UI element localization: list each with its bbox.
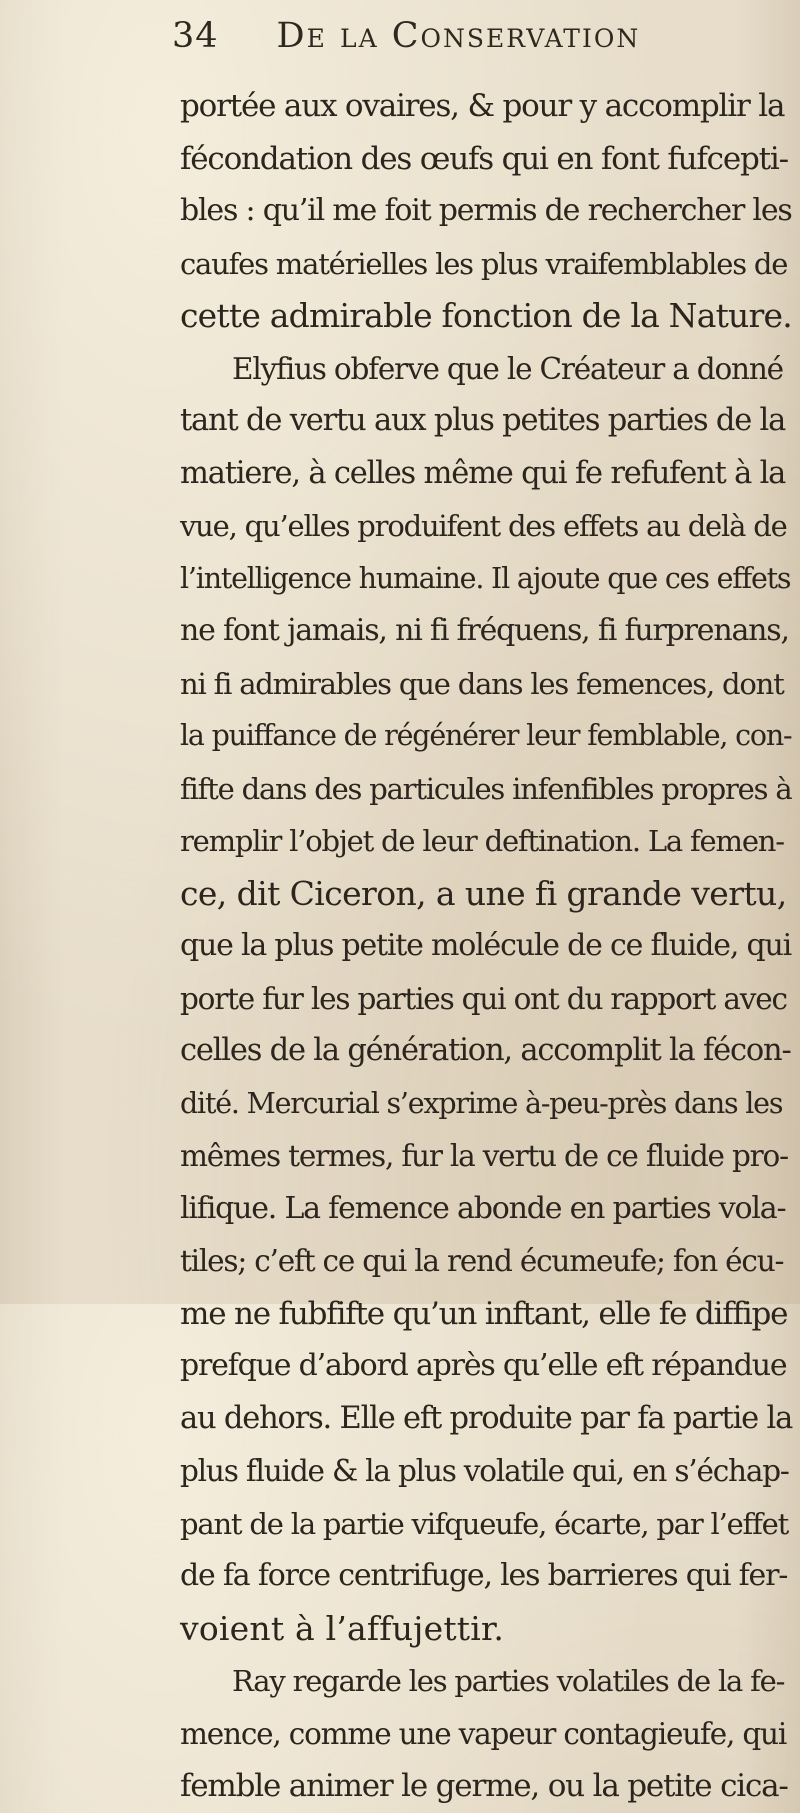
text-line: tant de vertu aux plus petites parties de la (180, 403, 786, 438)
text-line: cette admirable fonction de la Nature. (180, 296, 792, 335)
text-line: ne font jamais, ni fi fréquens, fi furprenans, (180, 613, 789, 648)
text-line: l’intelligence humaine. Il ajoute que ces effets (180, 561, 791, 595)
running-title: De la Conservation (276, 16, 641, 56)
text-line: de fa force centrifuge, les barrieres qui fer- (180, 1558, 788, 1593)
body-text (180, 80, 793, 1813)
text-line: me ne fubfifte qu’un inftant, elle fe diffipe (180, 1295, 788, 1332)
text-line: que la plus petite molécule de ce fluide, qui (180, 928, 792, 963)
text-line: femble animer le germe, ou la petite cica- (180, 1768, 788, 1804)
text-line: dité. Mercurial s’exprime à-peu-près dans les (180, 1086, 783, 1120)
text-line: fécondation des œufs qui en font fufcepti- (180, 140, 788, 177)
text-line: ce, dit Ciceron, a une fi grande vertu, (180, 873, 787, 913)
text-line: caufes matérielles les plus vraifemblables de (180, 246, 788, 281)
text-line: mêmes termes, fur la vertu de ce fluide pro- (180, 1139, 788, 1173)
text-line: remplir l’objet de leur deftination. La femen- (180, 824, 784, 858)
text-line: pant de la partie vifqueufe, écarte, par l’effet (180, 1506, 789, 1541)
text-line: ni fi admirables que dans les femences, dont (180, 666, 784, 701)
text-line: plus fluide & la plus volatile qui, en s’échap- (180, 1454, 789, 1488)
text-line: mence, comme une vapeur contagieufe, qui (180, 1716, 787, 1751)
page-number: 34 (172, 16, 219, 56)
text-line: fifte dans des particules infenfibles propres à (180, 771, 792, 806)
paragraph-start-line: Elyfius obferve que le Créateur a donné (232, 351, 783, 386)
text-line: portée aux ovaires, & pour y accomplir la (180, 88, 785, 124)
text-line: tiles; c’eft ce qui la rend écumeufe; fon écu- (180, 1244, 784, 1278)
text-line: matiere, à celles même qui fe refufent à la (180, 455, 786, 491)
text-line: porte fur les parties qui ont du rapport avec (180, 981, 787, 1016)
text-line: prefque d’abord après qu’elle eft répandue (180, 1348, 787, 1383)
text-line: celles de la génération, accomplit la fécon- (180, 1033, 791, 1068)
text-line: vue, qu’elles produifent des effets au delà de (180, 509, 787, 543)
text-line: voient à l’affujettir. (180, 1608, 505, 1648)
text-line: la puiffance de régénérer leur femblable, con- (180, 719, 792, 752)
page-header (172, 16, 640, 74)
text-line: bles : qu’il me foit permis de rechercher les (180, 193, 792, 228)
text-line: au dehors. Elle eft produite par fa partie la (180, 1400, 793, 1436)
text-line: lifique. La femence abonde en parties vola- (180, 1190, 786, 1226)
paragraph-start-line: Ray regarde les parties volatiles de la fe- (232, 1664, 785, 1698)
